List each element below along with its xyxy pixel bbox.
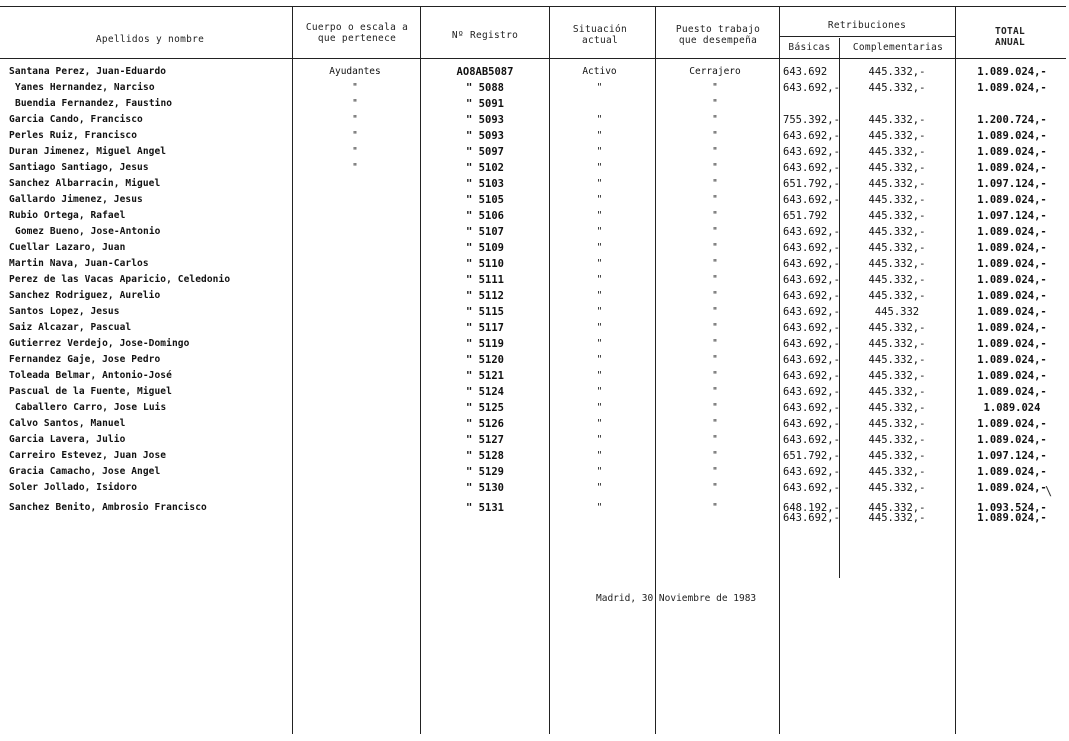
cell-complementarias: 445.332 [874,306,920,318]
cell-complementarias: 445.332,- [868,434,926,446]
cell-complementarias: 445.332,- [868,418,926,430]
cell-name: Yanes Hernandez, Narciso [15,82,155,93]
cell-total: 1.089.024,- [977,162,1047,174]
table-row [0,274,1069,290]
cell-situacion: " [596,178,603,189]
cell-basicas: 643.692,- [783,242,840,254]
cell-total: 1.089.024,- [977,354,1047,366]
cell-name: Buendia Fernandez, Faustino [15,98,173,109]
cell-complementarias: 445.332,- [868,82,926,94]
header-bottom-rule [0,58,1066,59]
cell-basicas: 643.692,- [783,338,840,350]
table-row [0,354,1069,370]
cell-puesto: " [712,290,718,301]
cell-total: 1.200.724,- [977,114,1047,126]
cell-registro: " 5112 [466,290,504,302]
table-row [0,210,1069,226]
cell-basicas: 643.692,- [783,194,840,206]
cell-registro: " 5115 [466,306,504,318]
cell-registro: " 5119 [466,338,504,350]
cell-situacion: " [596,482,603,493]
cell-situacion: " [596,114,603,125]
cell-name: Gomez Bueno, Jose-Antonio [15,226,161,237]
table-top-rule [0,6,1066,7]
cell-puesto: " [712,322,718,333]
cell-registro: " 5110 [466,258,504,270]
cell-basicas: 643.692,- [783,386,840,398]
cell-name: Garcia Cando, Francisco [9,114,143,125]
table-row [0,402,1069,418]
cell-situacion: " [596,502,603,513]
table-row [0,290,1069,306]
cell-complementarias: 445.332,- [868,258,926,270]
cell-registro: " 5124 [466,386,504,398]
cell-situacion: Activo [582,66,617,77]
cell-total: 1.093.524,- [977,502,1047,514]
header-puesto: Puesto trabajo que desempeña [675,24,761,46]
cell-puesto: " [712,162,718,173]
cell-situacion: " [596,226,603,237]
table-row [0,450,1069,466]
cell-puesto: " [712,386,718,397]
table-row [0,226,1069,242]
cell-basicas: 643.692 [783,66,828,78]
cell-situacion: " [596,338,603,349]
cell-basicas: 643.692,- [783,482,840,494]
cell-puesto: " [712,338,718,349]
cell-situacion: " [596,194,603,205]
cell-puesto: " [712,98,718,109]
cell-basicas: 643.692,- [783,306,840,318]
cell-complementarias: 445.332,- [868,130,926,142]
cell-basicas: 643.692,- [783,370,840,382]
cell-total: 1.089.024 [983,402,1041,414]
cell-puesto: " [712,82,718,93]
cell-complementarias: 445.332,- [868,242,926,254]
cell-cuerpo: " [352,82,358,93]
table-row [0,114,1069,130]
cell-registro: " 5117 [466,322,504,334]
cell-cuerpo: " [352,146,358,157]
header-basicas: Básicas [788,42,831,53]
cell-situacion: " [596,386,603,397]
cell-registro: " 5111 [466,274,504,286]
cell-name: Martin Nava, Juan-Carlos [9,258,149,269]
cell-total: 1.089.024,- [977,194,1047,206]
cell-puesto: " [712,370,718,381]
cell-complementarias: 445.332,- [868,450,926,462]
cell-name: Santiago Santiago, Jesus [9,162,149,173]
cell-situacion: " [596,370,603,381]
cell-complementarias: 445.332,- [868,386,926,398]
cell-situacion: " [596,242,603,253]
table-row [0,82,1069,98]
cell-name: Sanchez Benito, Ambrosio Francisco [9,502,207,513]
cell-total: 1.089.024,- [977,466,1047,478]
cell-registro: " 5128 [466,450,504,462]
cell-registro: " 5120 [466,354,504,366]
cell-situacion: " [596,82,603,93]
cell-total: 1.089.024,- [977,482,1047,494]
cell-total: 1.097.124,- [977,450,1047,462]
table-row [0,306,1069,322]
cell-complementarias: 445.332,- [868,194,926,206]
cell-puesto: " [712,274,718,285]
cell-total: 1.089.024,- [977,258,1047,270]
table-row [0,162,1069,178]
cell-basicas: 643.692,- [783,512,840,524]
cell-total: 1.089.024,- [977,130,1047,142]
cell-basicas: 643.692,- [783,322,840,334]
cell-registro: " 5106 [466,210,504,222]
table-row [0,338,1069,354]
cell-puesto: " [712,178,718,189]
cell-puesto: " [712,210,718,221]
cell-registro: AO8AB5087 [456,66,514,78]
cell-basicas: 643.692,- [783,226,840,238]
cell-registro: " 5093 [466,130,504,142]
cell-situacion: " [596,146,603,157]
cell-complementarias: 445.332,- [868,502,926,514]
table-row [0,386,1069,402]
header-retribuciones: Retribuciones [827,20,907,31]
cell-total: 1.089.024,- [977,418,1047,430]
cell-situacion: " [596,354,603,365]
cell-puesto: " [712,354,718,365]
cell-situacion: " [596,130,603,141]
cell-complementarias: 445.332,- [868,274,926,286]
cell-basicas: 651.792,- [783,450,840,462]
cell-situacion: " [596,434,603,445]
cell-complementarias: 445.332,- [868,402,926,414]
cell-complementarias: 445.332,- [868,322,926,334]
cell-registro: " 5097 [466,146,504,158]
cell-situacion: " [596,258,603,269]
footer-date: Madrid, 30 Noviembre de 1983 [596,593,757,604]
cell-registro: " 5091 [466,98,504,110]
cell-complementarias: 445.332,- [868,210,926,222]
cell-situacion: " [596,466,603,477]
cell-total: 1.089.024,- [977,226,1047,238]
cell-puesto: " [712,306,718,317]
cell-total: 1.089.024,- [977,370,1047,382]
cell-complementarias: 445.332,- [868,178,926,190]
retribuciones-rule [779,36,955,37]
cell-name: Toleada Belmar, Antonio-José [9,370,172,381]
cell-basicas: 643.692,- [783,274,840,286]
header-situacion: Situación actual [572,24,628,46]
cell-total: 1.089.024,- [977,82,1047,94]
cell-registro: " 5103 [466,178,504,190]
cell-complementarias: 445.332,- [868,370,926,382]
table-row [0,178,1069,194]
cell-registro: " 5129 [466,466,504,478]
cell-puesto: " [712,402,718,413]
cell-basicas: 643.692,- [783,434,840,446]
cell-cuerpo: " [352,130,358,141]
cell-total: 1.089.024,- [977,306,1047,318]
cell-basicas: 643.692,- [783,354,840,366]
cell-cuerpo: " [352,162,358,173]
header-total: TOTAL ANUAL [994,26,1026,48]
cell-total: 1.089.024,- [977,290,1047,302]
cell-complementarias: 445.332,- [868,146,926,158]
cell-total: 1.097.124,- [977,178,1047,190]
cell-name: Fernandez Gaje, Jose Pedro [9,354,161,365]
cell-name: Calvo Santos, Manuel [9,418,126,429]
cell-puesto: " [712,146,718,157]
cell-basicas: 643.692,- [783,402,840,414]
cell-name: Sanchez Rodriguez, Aurelio [9,290,161,301]
cell-name: Gallardo Jimenez, Jesus [9,194,143,205]
cell-puesto: " [712,450,718,461]
cell-situacion: " [596,450,603,461]
table-row [0,66,1069,82]
cell-complementarias: 445.332,- [868,290,926,302]
cell-basicas: 648.192,- [783,502,840,514]
header-name: Apellidos y nombre [95,34,205,45]
cell-total: 1.089.024,- [977,274,1047,286]
cell-basicas: 755.392,- [783,114,840,126]
header-complementarias: Complementarias [852,42,944,53]
cell-name: Santana Perez, Juan-Eduardo [9,66,167,77]
handwritten-mark: \ [1045,484,1053,498]
cell-puesto: " [712,258,718,269]
cell-puesto: Cerrajero [689,66,741,77]
cell-total: 1.089.024,- [977,338,1047,350]
cell-total: 1.097.124,- [977,210,1047,222]
cell-puesto: " [712,226,718,237]
cell-cuerpo: " [352,114,358,125]
table-row [0,146,1069,162]
cell-name: Sanchez Albarracin, Miguel [9,178,161,189]
table-row [0,242,1069,258]
cell-situacion: " [596,322,603,333]
cell-situacion: " [596,210,603,221]
cell-basicas: 651.792 [783,210,828,222]
cell-cuerpo: " [352,98,358,109]
cell-situacion: " [596,418,603,429]
cell-name: Caballero Carro, Jose Luis [15,402,167,413]
table-row [0,434,1069,450]
cell-total: 1.089.024,- [977,386,1047,398]
cell-puesto: " [712,418,718,429]
cell-name: Santos Lopez, Jesus [9,306,120,317]
cell-complementarias: 445.332,- [868,114,926,126]
cell-registro: " 5127 [466,434,504,446]
table-row [0,512,1069,528]
cell-registro: " 5125 [466,402,504,414]
cell-name: Cuellar Lazaro, Juan [9,242,126,253]
table-row [0,258,1069,274]
cell-basicas: 643.692,- [783,82,840,94]
cell-complementarias: 445.332,- [868,162,926,174]
table-row [0,482,1069,498]
cell-complementarias: 445.332,- [868,466,926,478]
cell-complementarias: 445.332,- [868,354,926,366]
cell-puesto: " [712,482,718,493]
cell-name: Gracia Camacho, Jose Angel [9,466,161,477]
table-row [0,98,1069,114]
cell-registro: " 5102 [466,162,504,174]
cell-situacion: " [596,162,603,173]
table-row [0,370,1069,386]
cell-basicas: 651.792,- [783,178,840,190]
cell-complementarias: 445.332,- [868,226,926,238]
cell-registro: " 5121 [466,370,504,382]
cell-complementarias: 445.332,- [868,512,926,524]
cell-cuerpo: Ayudantes [329,66,381,77]
cell-registro: " 5088 [466,82,504,94]
cell-registro: " 5126 [466,418,504,430]
cell-total: 1.089.024,- [977,434,1047,446]
table-row [0,194,1069,210]
cell-complementarias: 445.332,- [868,66,926,78]
cell-registro: " 5109 [466,242,504,254]
cell-total: 1.089.024,- [977,146,1047,158]
cell-name: Duran Jimenez, Miguel Angel [9,146,167,157]
cell-registro: " 5093 [466,114,504,126]
cell-registro: " 5105 [466,194,504,206]
cell-basicas: 643.692,- [783,290,840,302]
cell-puesto: " [712,114,718,125]
cell-situacion: " [596,274,603,285]
cell-total: 1.089.024,- [977,512,1047,524]
cell-registro: " 5130 [466,482,504,494]
cell-name: Pascual de la Fuente, Miguel [9,386,172,397]
cell-basicas: 643.692,- [783,418,840,430]
cell-name: Perles Ruiz, Francisco [9,130,138,141]
cell-puesto: " [712,130,718,141]
cell-total: 1.089.024,- [977,242,1047,254]
cell-name: Gutierrez Verdejo, Jose-Domingo [9,338,190,349]
cell-basicas: 643.692,- [783,130,840,142]
header-registro: Nº Registro [451,30,519,41]
cell-puesto: " [712,242,718,253]
cell-registro: " 5131 [466,502,504,514]
table-row [0,466,1069,482]
cell-situacion: " [596,290,603,301]
cell-situacion: " [596,402,603,413]
cell-name: Carreiro Estevez, Juan Jose [9,450,167,461]
cell-basicas: 643.692,- [783,162,840,174]
table-row [0,130,1069,146]
cell-complementarias: 445.332,- [868,482,926,494]
cell-name: Garcia Lavera, Julio [9,434,126,445]
table-row [0,418,1069,434]
cell-total: 1.089.024,- [977,322,1047,334]
header-cuerpo: Cuerpo o escala a que pertenece [305,22,409,44]
cell-complementarias: 445.332,- [868,338,926,350]
cell-puesto: " [712,434,718,445]
cell-basicas: 643.692,- [783,258,840,270]
cell-total: 1.089.024,- [977,66,1047,78]
cell-registro: " 5107 [466,226,504,238]
cell-basicas: 643.692,- [783,466,840,478]
cell-puesto: " [712,502,718,513]
cell-puesto: " [712,466,718,477]
cell-puesto: " [712,194,718,205]
cell-name: Perez de las Vacas Aparicio, Celedonio [9,274,231,285]
cell-basicas: 643.692,- [783,146,840,158]
cell-name: Rubio Ortega, Rafael [9,210,126,221]
cell-situacion: " [596,306,603,317]
cell-name: Soler Jollado, Isidoro [9,482,138,493]
table-row [0,322,1069,338]
cell-name: Saiz Alcazar, Pascual [9,322,132,333]
